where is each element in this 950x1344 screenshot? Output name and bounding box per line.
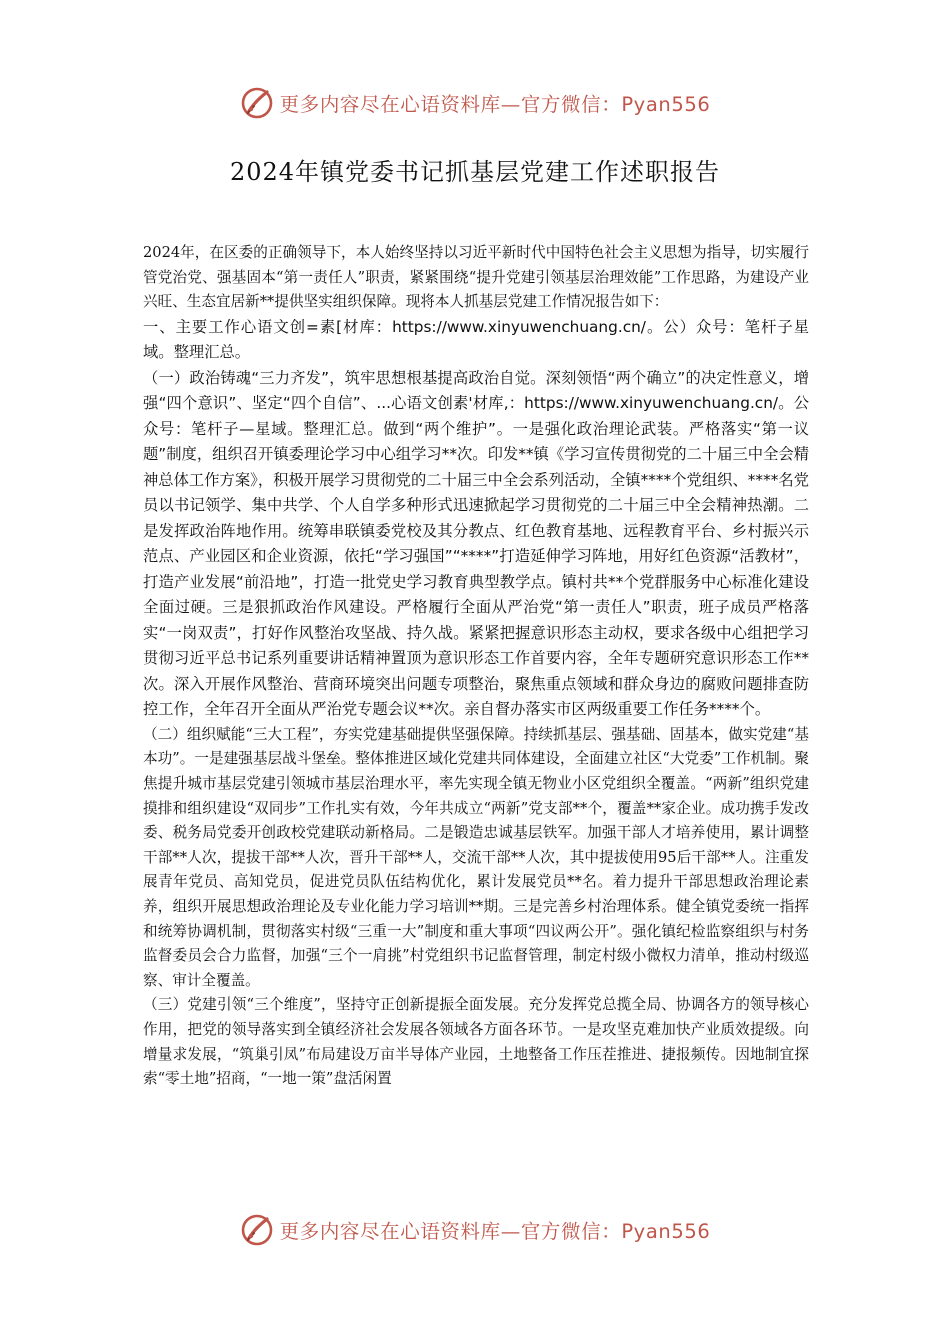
document-title: 2024年镇党委书记抓基层党建工作述职报告 [229,158,721,186]
body-paragraph-organization: （二）组织赋能“三大工程”，夯实党建基础提供坚强保障。持续抓基层、强基础、固基本，做实党建“基本功”。一是建强基层战斗堡垒。整体推进区域化党建共同体建设，全面建立社区“大党委”工作机制。聚焦提升城市基层党建引领城市基层治理水平，率先实现全镇无物业小区党组织全覆盖。“两新”组织党建摸排和组织建设“双同步”工作扎实有效，今年共成立“两新”党支部**个，覆盖**家企业。成功携手发改委、税务局党委开创政校党建联动新格局。二是锻造忠诚基层铁军。加强干部人才培养使用，累计调整干部**人次，提拔干部**人次，晋升干部**人，交流干部**人次，其中提拔使用95后干部**人。注重发展青年党员、高知党员，促进党员队伍结构优化，累计发展党员**名。着力提升干部思想政治理论素养，组织开展思想政治理论及专业化能力学习培训**期。三是完善乡村治理体系。健全镇党委统一指挥和统筹协调机制，贯彻落实村级“三重一大”制度和重大事项“四议两公开”。强化镇纪检监察组织与村务监督委员会合力监督，加强“三个一肩挑”村党组织书记监督管理，制定村级小微权力清单，推动村级巡察、审计全覆盖。 [143,725,809,989]
intro-paragraph: 2024年，在区委的正确领导下，本人始终坚持以习近平新时代中国特色社会主义思想为指导，切实履行管党治党、强基固本“第一责任人”职责，紧紧围绕“提升党建引领基层治理效能”工作思路，为建设产业兴旺、生态宜居新**提供坚实组织保障。现将本人抓基层党建工作情况报告如下： [143,244,809,311]
watermark-text: 更多内容尽在心语资料库—官方微信：Pyan556 [279,1220,711,1243]
watermark-handle: Pyan556 [621,93,711,116]
brush-logo-icon [240,86,274,120]
body-paragraph-development: （三）党建引领“三个维度”，坚持守正创新提振全面发展。充分发挥党总揽全局、协调各方的领导核心作用，把党的领导落实到全镇经济社会发展各领域各方面各环节。一是攻坚克难加快产业质效提级。向增量求发展，“筑巢引凤”布局建设万亩半导体产业园，土地整备工作压茬推进、捷报频传。因地制宜探索“零土地”招商，“一地一策”盘活闲置 [143,996,809,1088]
watermark-handle: Pyan556 [621,1220,711,1243]
document-body [143,241,809,1092]
watermark-banner-bottom [0,1210,950,1250]
watermark-banner-top [0,83,950,123]
body-paragraph-political: （一）政治铸魂“三力齐发”，筑牢思想根基提高政治自觉。深刻领悟“两个确立”的决定性意义，增强“四个意识”、坚定“四个自信”、...心语文创素'材库,：https://www.xinyuwenchuang.cn/。公众号：笔杆子—星域。整理汇总。做到“两个维护”。一是强化政治理论武装。严格落实“第一议题”制度，组织召开镇委理论学习中心组学习**次。印发**镇《学习宣传贯彻党的二十届三中全会精神总体工作方案》，积极开展学习贯彻党的二十届三中全会系列活动，全镇****个党组织、****名党员以书记领学、集中共学、个人自学多种形式迅速掀起学习贯彻党的二十届三中全会精神热潮。二是发挥政治阵地作用。统筹串联镇委党校及其分教点、红色教育基地、远程教育平台、乡村振兴示范点、产业园区和企业资源，依托“学习强国”“****”打造延伸学习阵地，用好红色资源“活教材”，打造产业发展“前沿地”，打造一批党史学习教育典型教学点。镇村共**个党群服务中心标准化建设全面过硬。三是狠抓政治作风建设。严格履行全面从严治党“第一责任人”职责，班子成员严格落实“一岗双责”，打好作风整治攻坚战、持久战。紧紧把握意识形态主动权，要求各级中心组把学习贯彻习近平总书记系列重要讲话精神置顶为意识形态工作首要内容，全年专题研究意识形态工作**次。深入开展作风整治、营商环境突出问题专项整治，聚焦重点领域和群众身边的腐败问题排查防控工作，全年召开全面从严治党专题会议**次。亲自督办落实市区两级重要工作任务****个。 [143,368,809,719]
brush-logo-icon [240,1213,274,1247]
section-heading: 一、主要工作心语文创=素[材库：https://www.xinyuwenchuang.cn/。公）众号：笔杆子星域。整理汇总。 [143,317,809,362]
watermark-text: 更多内容尽在心语资料库—官方微信：Pyan556 [279,93,711,116]
